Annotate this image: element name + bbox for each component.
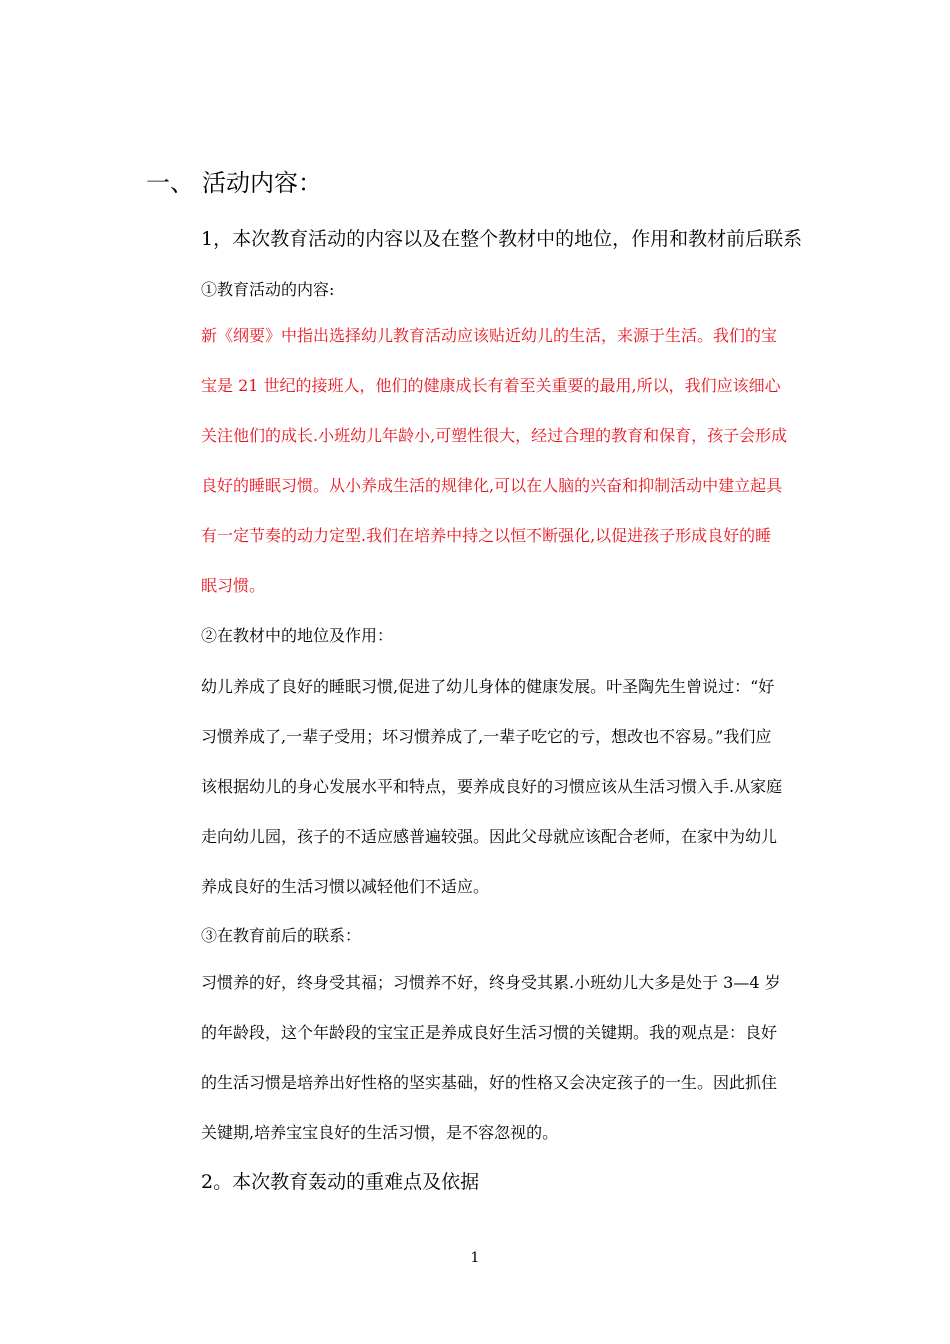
paragraph-line: 良好的睡眠习惯。从小养成生活的规律化,可以在人脑的兴奋和抑制活动中建立起具 [201, 476, 783, 495]
heading-title: 活动内容： [202, 169, 322, 197]
paragraph-line: 眠习惯。 [201, 576, 266, 595]
subsection-1-title: 1，本次教育活动的内容以及在整个教材中的地位，作用和教材前后联系 [201, 228, 803, 250]
paragraph-line: 宝是 21 世纪的接班人，他们的健康成长有着至关重要的最用,所以，我们应该细心 [201, 376, 781, 395]
page-number: 1 [470, 1250, 480, 1266]
heading-number: 一、 [146, 169, 194, 197]
item-3-label: ③在教育前后的联系： [201, 926, 362, 945]
paragraph-line: 走向幼儿园，孩子的不适应感普遍较强。因此父母就应该配合老师，在家中为幼儿 [201, 827, 778, 846]
item-3-paragraph [201, 967, 811, 1167]
item-2-paragraph [201, 671, 811, 921]
item-1-paragraph [201, 320, 811, 620]
paragraph-line: 的生活习惯是培养出好性格的坚实基础，好的性格又会决定孩子的一生。因此抓住 [201, 1073, 778, 1092]
item-1-label: ①教育活动的内容: [201, 280, 335, 299]
paragraph-line: 关注他们的成长.小班幼儿年龄小,可塑性很大，经过合理的教育和保育，孩子会形成 [201, 426, 788, 445]
paragraph-line: 养成良好的生活习惯以减轻他们不适应。 [201, 877, 490, 896]
paragraph-line: 习惯养成了,一辈子受用；坏习惯养成了,一辈子吃它的亏，想改也不容易。”我们应 [201, 727, 772, 746]
paragraph-line: 习惯养的好，终身受其福；习惯养不好，终身受其累.小班幼儿大多是处于 3—4 岁 [201, 973, 781, 992]
paragraph-line: 有一定节奏的动力定型.我们在培养中持之以恒不断强化,以促进孩子形成良好的睡 [201, 526, 772, 545]
paragraph-line: 新《纲要》中指出选择幼儿教育活动应该贴近幼儿的生活，来源于生活。我们的宝 [201, 326, 778, 345]
section-heading [146, 165, 322, 201]
paragraph-line: 该根据幼儿的身心发展水平和特点，要养成良好的习惯应该从生活习惯入手.从家庭 [201, 777, 783, 796]
paragraph-line: 关键期,培养宝宝良好的生活习惯，是不容忽视的。 [201, 1123, 559, 1142]
paragraph-line: 幼儿养成了良好的睡眠习惯,促进了幼儿身体的健康发展。叶圣陶先生曾说过：“好 [201, 677, 775, 696]
subsection-2-title: 2。本次教育轰动的重难点及依据 [201, 1171, 480, 1193]
paragraph-line: 的年龄段，这个年龄段的宝宝正是养成良好生活习惯的关键期。我的观点是：良好 [201, 1023, 778, 1042]
item-2-label: ②在教材中的地位及作用： [201, 626, 394, 645]
